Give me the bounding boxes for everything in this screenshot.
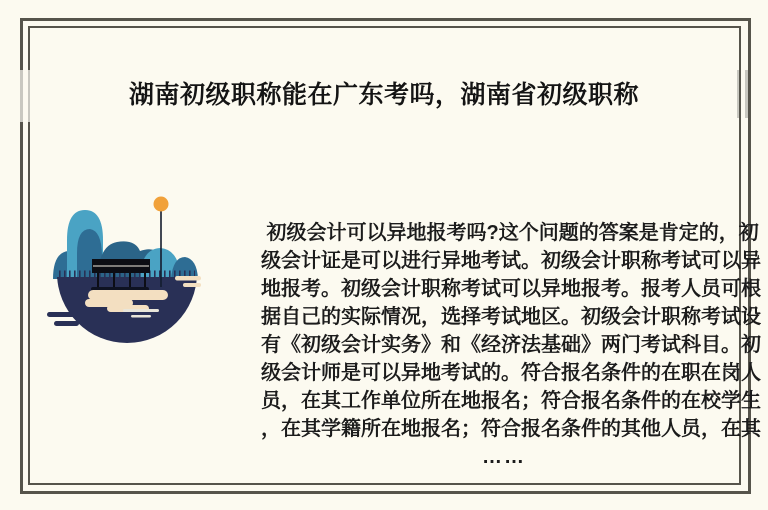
frame-fade-right-outer <box>745 70 748 118</box>
page-title: 湖南初级职称能在广东考吗，湖南省初级职称 <box>128 81 639 109</box>
text-line: ，在其学籍所在地报名；符合报名条件的其他人员，在其 <box>261 418 761 440</box>
frame-fade-left-outer <box>20 70 23 122</box>
article-text <box>261 219 761 471</box>
text-line: 级会计师是可以异地考试的。符合报名条件的在职在岗人 <box>261 362 761 384</box>
text-line: 有《初级会计实务》和《经济法基础》两门考试科目。初 <box>261 334 761 356</box>
text-line: 级会计证是可以进行异地考试。初级会计职称考试可以异 <box>261 250 761 272</box>
lakeside-illustration <box>45 195 205 345</box>
text-line: 据自己的实际情况，选择考试地区。初级会计职称考试设 <box>261 306 761 328</box>
text-line: 初级会计可以异地报考吗?这个问题的答案是肯定的，初 <box>261 222 759 244</box>
navy-mist-dashes <box>47 312 79 326</box>
text-line: 员，在其工作单位所在地报名；符合报名条件的在校学生 <box>261 390 761 412</box>
text-line: 地报考。初级会计职称考试可以异地报考。报考人员可根 <box>261 278 761 300</box>
ellipsis-line: …… <box>482 446 526 468</box>
